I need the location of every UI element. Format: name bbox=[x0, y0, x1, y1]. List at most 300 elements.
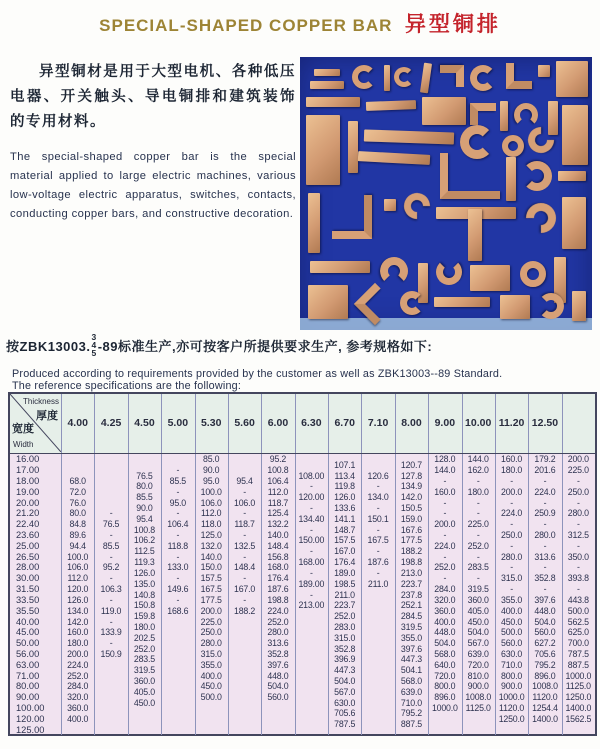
table-value-cell: 148.4 bbox=[234, 562, 256, 573]
table-value-cell: 315.0 bbox=[334, 632, 356, 643]
specification-table bbox=[8, 392, 597, 736]
table-dash-cell: - bbox=[443, 551, 447, 562]
table-value-cell: 319.5 bbox=[133, 665, 155, 676]
table-dash-cell: - bbox=[243, 530, 246, 541]
table-value-cell: 352.8 bbox=[534, 573, 556, 584]
table-value-cell: 710.0 bbox=[400, 697, 422, 708]
width-row-label: 21.20 bbox=[16, 508, 40, 519]
table-dash-cell: - bbox=[510, 476, 513, 486]
table-value-cell: 283.0 bbox=[334, 621, 356, 632]
table-dash-cell: - bbox=[443, 497, 447, 508]
table-value-cell: 567.0 bbox=[467, 638, 489, 649]
table-value-cell: 1254.4 bbox=[532, 703, 558, 714]
table-value-cell: 213.0 bbox=[400, 567, 422, 578]
table-dash-cell: - bbox=[309, 567, 313, 578]
table-dash-cell: - bbox=[109, 530, 113, 541]
table-dash-cell: - bbox=[176, 530, 180, 541]
table-value-cell: 132.0 bbox=[200, 540, 222, 551]
table-dash-cell: - bbox=[176, 486, 180, 497]
thickness-column-header: 4.00 bbox=[67, 417, 88, 429]
intro-paragraph-english: The special-shaped copper bar is the special material applied to large electric machines, various low-voltage electric apparatus, switches, contacts, conducting copper bars, and constructive decoration. bbox=[10, 151, 296, 220]
table-dash-cell: - bbox=[176, 573, 180, 584]
table-value-cell: 198.8 bbox=[267, 594, 289, 605]
copper-profile-shape bbox=[520, 261, 546, 287]
table-dash-cell: - bbox=[576, 584, 580, 595]
width-row-label: 28.00 bbox=[16, 562, 40, 573]
copper-profile-shape bbox=[380, 257, 408, 285]
table-dash-cell: - bbox=[543, 562, 547, 573]
table-value-cell: 198.8 bbox=[400, 557, 422, 568]
table-value-cell: 135.0 bbox=[133, 578, 155, 589]
table-value-cell: 1400.0 bbox=[565, 703, 592, 714]
table-dash-cell: - bbox=[243, 486, 246, 497]
table-dash-cell: - bbox=[576, 562, 580, 573]
table-value-cell: 360.0 bbox=[467, 594, 489, 605]
table-value-cell: 250.0 bbox=[200, 627, 222, 638]
table-value-cell: 179.2 bbox=[534, 454, 556, 465]
table-value-cell: 150.9 bbox=[100, 648, 122, 659]
table-value-cell: 133.0 bbox=[167, 562, 189, 573]
table-dash-cell: - bbox=[309, 589, 313, 600]
table-dash-cell: - bbox=[376, 481, 380, 492]
photo-light-band bbox=[300, 318, 592, 330]
table-dash-cell: - bbox=[576, 476, 580, 486]
table-value-cell: 787.5 bbox=[567, 648, 589, 659]
table-value-cell: 896.0 bbox=[534, 670, 556, 681]
table-value-cell: 176.4 bbox=[267, 573, 289, 584]
table-value-cell: 160.0 bbox=[501, 454, 523, 465]
table-value-cell: 223.7 bbox=[334, 600, 356, 611]
standard-fraction-stack bbox=[91, 333, 96, 357]
table-value-cell: 223.7 bbox=[400, 578, 422, 589]
table-value-cell: 160.0 bbox=[434, 486, 456, 497]
table-dash-cell: - bbox=[376, 567, 380, 578]
width-row-label: 23.60 bbox=[16, 530, 40, 541]
thickness-column-header: 6.00 bbox=[267, 417, 289, 429]
copper-profile-shape bbox=[436, 259, 462, 285]
table-value-cell: 112.0 bbox=[267, 486, 289, 497]
table-value-cell: 150.1 bbox=[367, 513, 389, 524]
table-value-cell: 640.0 bbox=[434, 659, 456, 670]
table-value-cell: 106.2 bbox=[133, 535, 155, 546]
table-value-cell: 188.2 bbox=[234, 605, 256, 616]
table-value-cell: 100.0 bbox=[200, 486, 222, 497]
table-value-cell: 120.00 bbox=[298, 492, 325, 503]
table-value-cell: 1000.0 bbox=[498, 692, 525, 703]
width-row-label: 18.00 bbox=[16, 476, 40, 486]
table-value-cell: 84.8 bbox=[69, 519, 86, 530]
thickness-column-header: 7.10 bbox=[367, 417, 389, 429]
copper-profile-shape bbox=[420, 63, 432, 94]
width-row-label: 30.00 bbox=[16, 573, 40, 584]
copper-profile-shape bbox=[470, 265, 510, 291]
table-value-cell: 252.0 bbox=[467, 540, 489, 551]
table-value-cell: 211.0 bbox=[367, 578, 389, 589]
table-dash-cell: - bbox=[376, 503, 380, 514]
table-value-cell: 134.9 bbox=[400, 481, 422, 492]
table-value-cell: 113.4 bbox=[334, 470, 355, 481]
table-value-cell: 126.0 bbox=[334, 492, 356, 503]
table-dash-cell: - bbox=[510, 497, 513, 508]
copper-profile-shape bbox=[384, 199, 396, 211]
table-value-cell: 112.0 bbox=[201, 508, 222, 519]
table-value-cell: 705.6 bbox=[534, 648, 556, 659]
table-value-cell: 560.0 bbox=[534, 627, 556, 638]
table-value-cell: 562.5 bbox=[567, 616, 589, 627]
table-dash-cell: - bbox=[476, 573, 480, 584]
width-row-label: 125.00 bbox=[16, 724, 45, 735]
table-value-cell: 140.0 bbox=[200, 551, 222, 562]
table-value-cell: 167.5 bbox=[200, 584, 222, 595]
width-row-label: 20.00 bbox=[16, 497, 40, 508]
table-value-cell: 148.4 bbox=[267, 540, 289, 551]
table-value-cell: 134.40 bbox=[298, 513, 325, 524]
copper-profile-shape bbox=[306, 115, 340, 185]
page-title-chinese: 异型铜排 bbox=[404, 13, 501, 36]
table-value-cell: 76.5 bbox=[136, 470, 153, 481]
copper-profile-shape bbox=[440, 153, 500, 199]
table-value-cell: 319.5 bbox=[467, 584, 489, 595]
table-dash-cell: - bbox=[309, 524, 313, 535]
table-value-cell: 150.0 bbox=[200, 562, 222, 573]
table-value-cell: 355.0 bbox=[501, 594, 523, 605]
table-value-cell: 160.0 bbox=[67, 627, 89, 638]
table-value-cell: 76.0 bbox=[69, 497, 86, 508]
standard-note-chinese bbox=[6, 333, 432, 357]
table-value-cell: 1120.0 bbox=[499, 703, 525, 714]
table-value-cell: 795.2 bbox=[534, 659, 556, 670]
table-value-cell: 133.6 bbox=[334, 503, 356, 514]
table-value-cell: 280.0 bbox=[267, 627, 289, 638]
corner-thickness-zh: 厚度 bbox=[36, 410, 58, 422]
table-value-cell: 252.0 bbox=[434, 562, 456, 573]
thickness-column-header: 5.30 bbox=[200, 417, 222, 429]
corner-thickness-en: Thickness bbox=[22, 397, 59, 406]
table-value-cell: 720.0 bbox=[467, 659, 489, 670]
table-value-cell: 500.0 bbox=[200, 692, 222, 703]
table-dash-cell: - bbox=[476, 497, 480, 508]
table-dash-cell: - bbox=[109, 573, 113, 584]
table-value-cell: 800.0 bbox=[501, 670, 523, 681]
table-value-cell: 252.1 bbox=[400, 600, 422, 611]
table-value-cell: 150.8 bbox=[133, 600, 155, 611]
table-value-cell: 225.0 bbox=[200, 616, 222, 627]
table-dash-cell: - bbox=[543, 497, 547, 508]
table-value-cell: 315.0 bbox=[501, 573, 523, 584]
table-value-cell: 119.3 bbox=[134, 557, 155, 568]
table-value-cell: 400.0 bbox=[501, 605, 523, 616]
table-value-cell: 313.6 bbox=[534, 551, 556, 562]
table-value-cell: 504.0 bbox=[434, 638, 456, 649]
table-body bbox=[10, 454, 595, 735]
table-value-cell: 150.00 bbox=[298, 535, 325, 546]
table-value-cell: 283.5 bbox=[467, 562, 489, 573]
table-value-cell: 1250.0 bbox=[498, 713, 525, 724]
table-dash-cell: - bbox=[576, 497, 580, 508]
table-value-cell: 625.0 bbox=[567, 627, 589, 638]
table-value-cell: 1125.0 bbox=[565, 681, 591, 692]
copper-profile-shape bbox=[558, 171, 586, 181]
width-row-label: 71.00 bbox=[16, 670, 40, 681]
table-value-cell: 450.0 bbox=[467, 616, 489, 627]
table-value-cell: 95.4 bbox=[236, 476, 253, 486]
table-value-cell: 252.0 bbox=[267, 616, 289, 627]
table-dash-cell: - bbox=[109, 594, 113, 605]
table-dash-cell: - bbox=[176, 508, 180, 519]
table-value-cell: 284.5 bbox=[400, 611, 422, 622]
thickness-column-header: 4.50 bbox=[134, 417, 155, 429]
table-value-cell: 360.0 bbox=[434, 605, 456, 616]
table-value-cell: 224.0 bbox=[267, 605, 289, 616]
table-value-cell: 188.2 bbox=[400, 546, 422, 557]
table-value-cell: 710.0 bbox=[501, 659, 523, 670]
table-value-cell: 189.0 bbox=[334, 567, 356, 578]
table-value-cell: 405.0 bbox=[467, 605, 489, 616]
table-value-cell: 94.4 bbox=[69, 540, 86, 551]
table-value-cell: 167.0 bbox=[234, 584, 256, 595]
table-value-cell: 119.8 bbox=[334, 481, 355, 492]
width-row-label: 16.00 bbox=[16, 454, 40, 465]
table-dash-cell: - bbox=[476, 508, 480, 519]
table-value-cell: 447.3 bbox=[334, 665, 356, 676]
copper-profile-shape bbox=[394, 67, 414, 87]
table-value-cell: 68.0 bbox=[69, 476, 86, 486]
table-value-cell: 887.5 bbox=[567, 659, 589, 670]
width-row-label: 19.00 bbox=[16, 486, 40, 497]
table-value-cell: 168.0 bbox=[267, 562, 289, 573]
table-value-cell: 1250.0 bbox=[565, 692, 592, 703]
table-value-cell: 142.0 bbox=[67, 616, 89, 627]
table-value-cell: 1400.0 bbox=[532, 713, 558, 724]
table-value-cell: 280.0 bbox=[534, 530, 556, 541]
table-value-cell: 95.0 bbox=[169, 497, 186, 508]
table-dash-cell: - bbox=[443, 508, 447, 519]
table-dash-cell: - bbox=[309, 503, 313, 514]
thickness-column-header: 4.25 bbox=[100, 417, 122, 429]
standard-fraction-digit: 4 bbox=[91, 340, 97, 350]
table-value-cell: 1008.0 bbox=[465, 692, 492, 703]
table-dash-cell: - bbox=[243, 551, 246, 562]
table-value-cell: 150.5 bbox=[400, 503, 422, 514]
table-value-cell: 80.0 bbox=[69, 508, 86, 519]
table-value-cell: 352.8 bbox=[334, 643, 356, 654]
thickness-column-header: 12.50 bbox=[531, 417, 559, 429]
table-value-cell: 393.8 bbox=[567, 573, 589, 584]
table-value-cell: 144.0 bbox=[434, 465, 456, 476]
table-value-cell: 320.0 bbox=[434, 594, 456, 605]
copper-profile-shape bbox=[538, 65, 550, 77]
table-value-cell: 107.1 bbox=[334, 459, 356, 470]
thickness-column-header: 11.20 bbox=[498, 417, 525, 429]
table-value-cell: 500.0 bbox=[501, 627, 523, 638]
table-value-cell: 1000.0 bbox=[565, 670, 592, 681]
table-value-cell: 450.0 bbox=[200, 681, 222, 692]
copper-profile-shape bbox=[522, 161, 552, 191]
table-dash-cell: - bbox=[443, 530, 447, 541]
table-value-cell: 800.0 bbox=[434, 681, 456, 692]
table-value-cell: 350.0 bbox=[567, 551, 589, 562]
table-value-cell: 887.5 bbox=[400, 719, 422, 730]
table-value-cell: 118.0 bbox=[201, 519, 222, 530]
table-value-cell: 128.0 bbox=[434, 454, 456, 465]
table-value-cell: 355.0 bbox=[400, 632, 422, 643]
thickness-column-header: 6.70 bbox=[334, 417, 355, 429]
table-value-cell: 224.0 bbox=[67, 659, 89, 670]
table-value-cell: 157.5 bbox=[334, 535, 356, 546]
table-value-cell: 127.8 bbox=[400, 470, 422, 481]
table-dash-cell: - bbox=[243, 508, 246, 519]
table-value-cell: 106.4 bbox=[267, 476, 289, 486]
width-row-label: 100.00 bbox=[16, 703, 45, 714]
table-value-cell: 568.0 bbox=[434, 648, 456, 659]
table-value-cell: 567.0 bbox=[334, 686, 356, 697]
table-value-cell: 280.0 bbox=[501, 551, 523, 562]
copper-profile-shape bbox=[434, 297, 490, 307]
table-value-cell: 120.0 bbox=[67, 584, 89, 595]
table-dash-cell: - bbox=[510, 562, 513, 573]
table-value-cell: 213.00 bbox=[298, 600, 325, 611]
table-value-cell: 224.0 bbox=[534, 486, 556, 497]
page-title-english: SPECIAL-SHAPED COPPER BAR bbox=[99, 16, 393, 35]
table-value-cell: 120.7 bbox=[400, 459, 422, 470]
table-value-cell: 126.0 bbox=[67, 594, 89, 605]
copper-profile-shape bbox=[506, 157, 516, 201]
table-header-row bbox=[10, 394, 595, 454]
table-value-cell: 630.0 bbox=[334, 697, 356, 708]
table-value-cell: 140.8 bbox=[133, 589, 155, 600]
table-value-cell: 504.1 bbox=[400, 665, 422, 676]
table-dash-cell: - bbox=[376, 546, 380, 557]
thickness-column-header: 5.60 bbox=[234, 417, 255, 429]
table-value-cell: 167.5 bbox=[367, 535, 389, 546]
copper-profile-shape bbox=[306, 97, 360, 107]
table-value-cell: 224.0 bbox=[501, 508, 523, 519]
thickness-column-header: 9.00 bbox=[434, 417, 456, 429]
table-dash-cell: - bbox=[309, 481, 313, 492]
table-corner-cell bbox=[10, 394, 61, 452]
table-value-cell: 560.0 bbox=[267, 692, 289, 703]
table-value-cell: 639.0 bbox=[400, 686, 422, 697]
copper-profile-shape bbox=[506, 63, 532, 89]
copper-profile-shape bbox=[332, 195, 372, 239]
table-value-cell: 72.0 bbox=[69, 486, 86, 497]
copper-profile-shape bbox=[314, 69, 340, 76]
table-value-cell: 180.0 bbox=[501, 465, 523, 476]
table-value-cell: 450.0 bbox=[133, 697, 155, 708]
copper-profile-shape bbox=[562, 197, 586, 249]
table-value-cell: 118.8 bbox=[167, 540, 188, 551]
table-value-cell: 76.5 bbox=[102, 519, 120, 530]
copper-profile-shape bbox=[366, 100, 416, 111]
table-value-cell: 159.8 bbox=[133, 611, 155, 622]
table-dash-cell: - bbox=[109, 616, 113, 627]
table-value-cell: 106.3 bbox=[100, 584, 122, 595]
table-value-cell: 95.4 bbox=[136, 513, 153, 524]
table-value-cell: 284.0 bbox=[67, 681, 89, 692]
table-value-cell: 85.5 bbox=[102, 540, 120, 551]
table-dash-cell: - bbox=[443, 573, 447, 584]
table-value-cell: 400.0 bbox=[200, 670, 222, 681]
width-row-label: 90.00 bbox=[16, 692, 40, 703]
copper-profile-shape bbox=[358, 151, 430, 165]
copper-profile-shape bbox=[502, 135, 524, 157]
thickness-column-header: 6.30 bbox=[301, 417, 322, 429]
table-value-cell: 1008.0 bbox=[532, 681, 558, 692]
table-value-cell: 237.8 bbox=[400, 589, 422, 600]
width-row-label: 26.50 bbox=[16, 551, 40, 562]
table-value-cell: 106.0 bbox=[67, 562, 89, 573]
copper-profiles-photo bbox=[300, 57, 592, 330]
table-value-cell: 89.6 bbox=[69, 530, 86, 541]
table-value-cell: 396.9 bbox=[334, 654, 356, 665]
table-value-cell: 397.6 bbox=[400, 643, 422, 654]
table-dash-cell: - bbox=[443, 476, 447, 486]
copper-profile-shape bbox=[500, 295, 530, 319]
copper-profile-shape bbox=[352, 65, 376, 89]
table-value-cell: 140.0 bbox=[267, 530, 289, 541]
table-value-cell: 125.4 bbox=[267, 508, 289, 519]
table-value-cell: 148.7 bbox=[334, 524, 356, 535]
thickness-column-header: 8.00 bbox=[401, 417, 422, 429]
copper-profile-shape bbox=[348, 121, 358, 173]
table-value-cell: 700.0 bbox=[567, 638, 589, 649]
table-value-cell: 504.0 bbox=[267, 681, 289, 692]
table-value-cell: 134.0 bbox=[67, 605, 89, 616]
width-row-label: 17.00 bbox=[16, 465, 40, 476]
table-dash-cell: - bbox=[510, 540, 513, 551]
copper-profile-shape bbox=[364, 129, 454, 144]
table-value-cell: 200.0 bbox=[200, 605, 222, 616]
table-dash-cell: - bbox=[176, 465, 180, 476]
table-value-cell: 132.5 bbox=[234, 540, 256, 551]
copper-profile-shape bbox=[384, 65, 390, 91]
table-dash-cell: - bbox=[243, 573, 246, 584]
table-value-cell: 1000.0 bbox=[431, 703, 458, 714]
table-value-cell: 705.6 bbox=[334, 708, 356, 719]
table-value-cell: 900.0 bbox=[501, 681, 523, 692]
thickness-column-header: 10.00 bbox=[465, 417, 492, 429]
table-value-cell: 400.0 bbox=[434, 616, 456, 627]
copper-profile-shape bbox=[470, 65, 496, 91]
table-dash-cell: - bbox=[109, 638, 113, 649]
table-value-cell: 120.6 bbox=[367, 470, 389, 481]
table-value-cell: 141.1 bbox=[334, 513, 356, 524]
table-value-cell: 125.0 bbox=[200, 530, 222, 541]
standard-note-english-2: The reference specifications are the following: bbox=[12, 380, 242, 392]
copper-profile-shape bbox=[562, 105, 588, 165]
table-value-cell: 119.0 bbox=[100, 605, 122, 616]
table-value-cell: 355.0 bbox=[200, 659, 222, 670]
table-value-cell: 560.0 bbox=[501, 638, 523, 649]
table-value-cell: 132.2 bbox=[267, 519, 289, 530]
intro-paragraph-chinese: 异型铜材是用于大型电机、各种低压电器、开关触头、导电铜排和建筑装饰的专用材料。 bbox=[10, 64, 296, 130]
width-row-label: 25.00 bbox=[16, 540, 40, 551]
standard-suffix: -89标准生产,亦可按客户所提供要求生产, 参考规格如下: bbox=[97, 338, 433, 354]
table-value-cell: 312.5 bbox=[567, 530, 589, 541]
table-value-cell: 112.0 bbox=[67, 573, 88, 584]
table-dash-cell: - bbox=[543, 476, 547, 486]
table-value-cell: 280.0 bbox=[567, 508, 589, 519]
corner-width-en: Width bbox=[13, 440, 34, 449]
table-value-cell: 200.0 bbox=[67, 648, 89, 659]
table-value-cell: 504.0 bbox=[467, 627, 489, 638]
thickness-column-header bbox=[562, 394, 595, 452]
table-value-cell: 168.00 bbox=[298, 557, 325, 568]
copper-profile-shape bbox=[308, 193, 320, 253]
table-value-cell: 176.4 bbox=[334, 557, 356, 568]
table-value-cell: 896.0 bbox=[434, 692, 456, 703]
width-row-label: 31.50 bbox=[16, 584, 40, 595]
